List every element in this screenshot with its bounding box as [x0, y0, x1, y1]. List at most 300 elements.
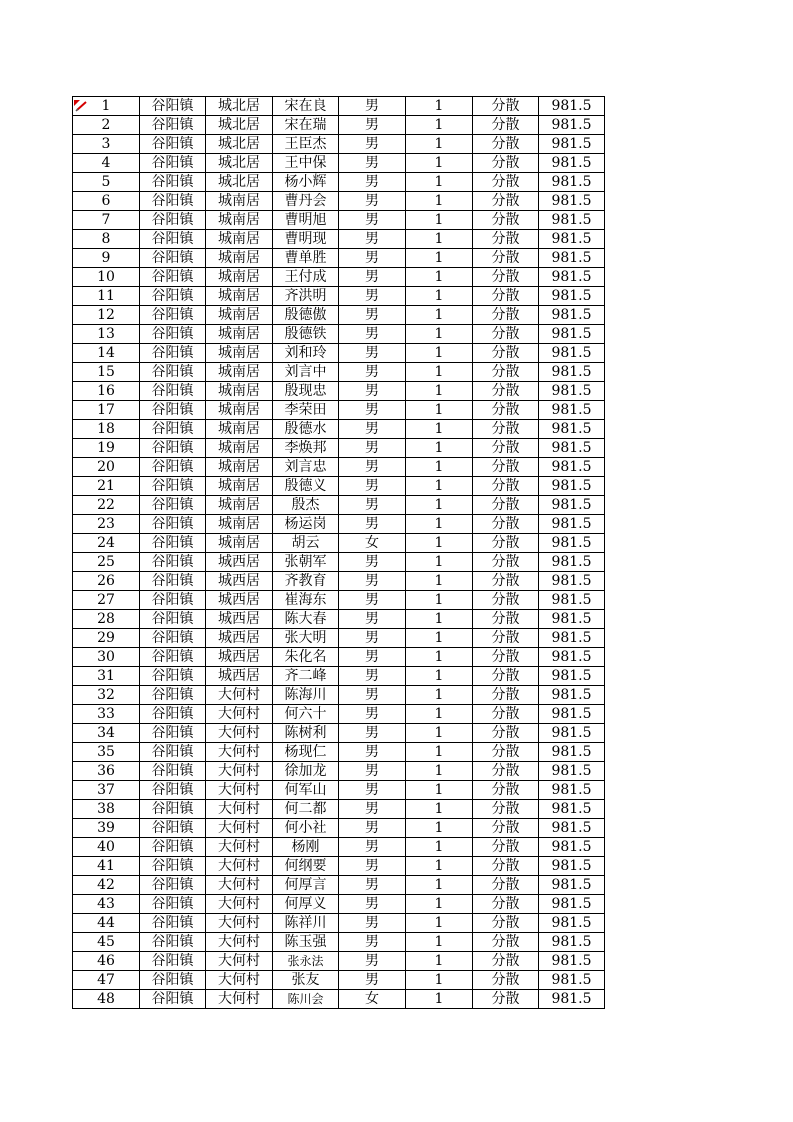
cell-type[interactable]: 分散	[473, 610, 539, 629]
cell-gender[interactable]: 男	[339, 838, 406, 857]
cell-village[interactable]: 城西居	[206, 572, 273, 591]
cell-town[interactable]: 谷阳镇	[140, 895, 206, 914]
cell-name[interactable]: 张友	[273, 971, 339, 990]
cell-no[interactable]: 7	[73, 211, 140, 230]
cell-type[interactable]: 分散	[473, 819, 539, 838]
cell-amount[interactable]: 981.5	[539, 306, 605, 325]
cell-amount[interactable]: 981.5	[539, 154, 605, 173]
cell-amount[interactable]: 981.5	[539, 800, 605, 819]
cell-gender[interactable]: 男	[339, 173, 406, 192]
cell-name[interactable]: 崔海东	[273, 591, 339, 610]
cell-gender[interactable]: 男	[339, 781, 406, 800]
cell-type[interactable]: 分散	[473, 135, 539, 154]
cell-type[interactable]: 分散	[473, 211, 539, 230]
cell-amount[interactable]: 981.5	[539, 116, 605, 135]
cell-name[interactable]: 杨运岗	[273, 515, 339, 534]
cell-gender[interactable]: 男	[339, 724, 406, 743]
cell-village[interactable]: 大何村	[206, 686, 273, 705]
cell-village[interactable]: 大何村	[206, 705, 273, 724]
cell-count[interactable]: 1	[406, 496, 473, 515]
cell-town[interactable]: 谷阳镇	[140, 154, 206, 173]
cell-count[interactable]: 1	[406, 363, 473, 382]
cell-count[interactable]: 1	[406, 876, 473, 895]
cell-village[interactable]: 城南居	[206, 211, 273, 230]
cell-town[interactable]: 谷阳镇	[140, 287, 206, 306]
cell-town[interactable]: 谷阳镇	[140, 97, 206, 116]
cell-town[interactable]: 谷阳镇	[140, 192, 206, 211]
cell-no[interactable]: 10	[73, 268, 140, 287]
cell-type[interactable]: 分散	[473, 477, 539, 496]
cell-count[interactable]: 1	[406, 610, 473, 629]
cell-amount[interactable]: 981.5	[539, 211, 605, 230]
cell-count[interactable]: 1	[406, 724, 473, 743]
cell-town[interactable]: 谷阳镇	[140, 325, 206, 344]
cell-town[interactable]: 谷阳镇	[140, 420, 206, 439]
cell-gender[interactable]: 男	[339, 401, 406, 420]
cell-name[interactable]: 杨刚	[273, 838, 339, 857]
cell-town[interactable]: 谷阳镇	[140, 610, 206, 629]
cell-type[interactable]: 分散	[473, 762, 539, 781]
cell-no[interactable]: 21	[73, 477, 140, 496]
cell-count[interactable]: 1	[406, 667, 473, 686]
cell-type[interactable]: 分散	[473, 857, 539, 876]
cell-amount[interactable]: 981.5	[539, 515, 605, 534]
cell-amount[interactable]: 981.5	[539, 401, 605, 420]
cell-name[interactable]: 张朝军	[273, 553, 339, 572]
cell-gender[interactable]: 男	[339, 610, 406, 629]
cell-no[interactable]: 45	[73, 933, 140, 952]
cell-type[interactable]: 分散	[473, 344, 539, 363]
cell-village[interactable]: 城南居	[206, 287, 273, 306]
cell-town[interactable]: 谷阳镇	[140, 686, 206, 705]
cell-gender[interactable]: 男	[339, 344, 406, 363]
cell-amount[interactable]: 981.5	[539, 572, 605, 591]
cell-amount[interactable]: 981.5	[539, 553, 605, 572]
cell-type[interactable]: 分散	[473, 401, 539, 420]
cell-count[interactable]: 1	[406, 477, 473, 496]
cell-village[interactable]: 城南居	[206, 439, 273, 458]
cell-no[interactable]: 30	[73, 648, 140, 667]
cell-gender[interactable]: 男	[339, 306, 406, 325]
cell-count[interactable]: 1	[406, 762, 473, 781]
cell-gender[interactable]: 男	[339, 819, 406, 838]
cell-type[interactable]: 分散	[473, 116, 539, 135]
cell-village[interactable]: 大何村	[206, 876, 273, 895]
cell-name[interactable]: 杨现仁	[273, 743, 339, 762]
cell-count[interactable]: 1	[406, 857, 473, 876]
cell-no[interactable]: 4	[73, 154, 140, 173]
cell-type[interactable]: 分散	[473, 591, 539, 610]
cell-no[interactable]: 39	[73, 819, 140, 838]
cell-village[interactable]: 城南居	[206, 477, 273, 496]
cell-amount[interactable]: 981.5	[539, 97, 605, 116]
cell-name[interactable]: 殷德傲	[273, 306, 339, 325]
cell-gender[interactable]: 男	[339, 629, 406, 648]
cell-gender[interactable]: 男	[339, 496, 406, 515]
cell-type[interactable]: 分散	[473, 838, 539, 857]
cell-name[interactable]: 曹单胜	[273, 249, 339, 268]
cell-amount[interactable]: 981.5	[539, 648, 605, 667]
cell-name[interactable]: 宋在良	[273, 97, 339, 116]
cell-count[interactable]: 1	[406, 515, 473, 534]
cell-amount[interactable]: 981.5	[539, 192, 605, 211]
cell-no[interactable]: 6	[73, 192, 140, 211]
cell-village[interactable]: 大何村	[206, 800, 273, 819]
cell-type[interactable]: 分散	[473, 686, 539, 705]
cell-no[interactable]: 37	[73, 781, 140, 800]
cell-gender[interactable]: 男	[339, 762, 406, 781]
cell-no[interactable]: 46	[73, 952, 140, 971]
cell-no[interactable]: 19	[73, 439, 140, 458]
cell-gender[interactable]: 男	[339, 857, 406, 876]
cell-type[interactable]: 分散	[473, 325, 539, 344]
cell-town[interactable]: 谷阳镇	[140, 933, 206, 952]
cell-village[interactable]: 大何村	[206, 914, 273, 933]
cell-gender[interactable]: 男	[339, 933, 406, 952]
cell-amount[interactable]: 981.5	[539, 439, 605, 458]
cell-village[interactable]: 城南居	[206, 268, 273, 287]
cell-no[interactable]: 15	[73, 363, 140, 382]
cell-no[interactable]: 47	[73, 971, 140, 990]
cell-name[interactable]: 殷德义	[273, 477, 339, 496]
cell-name[interactable]: 李荣田	[273, 401, 339, 420]
cell-gender[interactable]: 男	[339, 914, 406, 933]
cell-no[interactable]: 8	[73, 230, 140, 249]
cell-amount[interactable]: 981.5	[539, 667, 605, 686]
cell-name[interactable]: 陈树利	[273, 724, 339, 743]
cell-gender[interactable]: 男	[339, 648, 406, 667]
cell-no[interactable]: 22	[73, 496, 140, 515]
cell-village[interactable]: 城南居	[206, 401, 273, 420]
cell-name[interactable]: 何二都	[273, 800, 339, 819]
cell-town[interactable]: 谷阳镇	[140, 838, 206, 857]
cell-no[interactable]: 44	[73, 914, 140, 933]
cell-town[interactable]: 谷阳镇	[140, 629, 206, 648]
cell-type[interactable]: 分散	[473, 287, 539, 306]
cell-type[interactable]: 分散	[473, 743, 539, 762]
cell-type[interactable]: 分散	[473, 154, 539, 173]
cell-no[interactable]: 9	[73, 249, 140, 268]
cell-name[interactable]: 徐加龙	[273, 762, 339, 781]
cell-village[interactable]: 城北居	[206, 116, 273, 135]
cell-count[interactable]: 1	[406, 173, 473, 192]
cell-name[interactable]: 王付成	[273, 268, 339, 287]
cell-no[interactable]: 33	[73, 705, 140, 724]
cell-no[interactable]: 24	[73, 534, 140, 553]
cell-type[interactable]: 分散	[473, 268, 539, 287]
cell-village[interactable]: 大何村	[206, 895, 273, 914]
cell-count[interactable]: 1	[406, 572, 473, 591]
cell-gender[interactable]: 男	[339, 382, 406, 401]
cell-amount[interactable]: 981.5	[539, 876, 605, 895]
cell-type[interactable]: 分散	[473, 306, 539, 325]
cell-count[interactable]: 1	[406, 553, 473, 572]
cell-amount[interactable]: 981.5	[539, 819, 605, 838]
cell-village[interactable]: 大何村	[206, 819, 273, 838]
cell-count[interactable]: 1	[406, 933, 473, 952]
cell-type[interactable]: 分散	[473, 933, 539, 952]
cell-gender[interactable]: 男	[339, 591, 406, 610]
cell-no[interactable]: 1	[73, 97, 140, 116]
cell-type[interactable]: 分散	[473, 572, 539, 591]
cell-village[interactable]: 城南居	[206, 230, 273, 249]
cell-town[interactable]: 谷阳镇	[140, 857, 206, 876]
cell-type[interactable]: 分散	[473, 667, 539, 686]
cell-village[interactable]: 大何村	[206, 743, 273, 762]
cell-village[interactable]: 城西居	[206, 553, 273, 572]
cell-name[interactable]: 张大明	[273, 629, 339, 648]
cell-no[interactable]: 31	[73, 667, 140, 686]
cell-no[interactable]: 43	[73, 895, 140, 914]
cell-type[interactable]: 分散	[473, 724, 539, 743]
cell-village[interactable]: 大何村	[206, 971, 273, 990]
cell-count[interactable]: 1	[406, 325, 473, 344]
cell-town[interactable]: 谷阳镇	[140, 952, 206, 971]
cell-village[interactable]: 城西居	[206, 591, 273, 610]
cell-amount[interactable]: 981.5	[539, 724, 605, 743]
cell-amount[interactable]: 981.5	[539, 762, 605, 781]
cell-amount[interactable]: 981.5	[539, 363, 605, 382]
cell-name[interactable]: 朱化名	[273, 648, 339, 667]
cell-no[interactable]: 23	[73, 515, 140, 534]
cell-type[interactable]: 分散	[473, 97, 539, 116]
cell-amount[interactable]: 981.5	[539, 914, 605, 933]
cell-type[interactable]: 分散	[473, 895, 539, 914]
cell-gender[interactable]: 男	[339, 97, 406, 116]
cell-no[interactable]: 3	[73, 135, 140, 154]
cell-type[interactable]: 分散	[473, 914, 539, 933]
cell-town[interactable]: 谷阳镇	[140, 306, 206, 325]
cell-no[interactable]: 25	[73, 553, 140, 572]
cell-amount[interactable]: 981.5	[539, 933, 605, 952]
cell-type[interactable]: 分散	[473, 648, 539, 667]
cell-name[interactable]: 杨小辉	[273, 173, 339, 192]
cell-count[interactable]: 1	[406, 838, 473, 857]
cell-name[interactable]: 殷德铁	[273, 325, 339, 344]
cell-count[interactable]: 1	[406, 648, 473, 667]
cell-gender[interactable]: 男	[339, 230, 406, 249]
cell-no[interactable]: 11	[73, 287, 140, 306]
cell-gender[interactable]: 男	[339, 477, 406, 496]
cell-gender[interactable]: 男	[339, 325, 406, 344]
cell-gender[interactable]: 男	[339, 363, 406, 382]
cell-count[interactable]: 1	[406, 135, 473, 154]
cell-gender[interactable]: 男	[339, 287, 406, 306]
cell-town[interactable]: 谷阳镇	[140, 534, 206, 553]
cell-type[interactable]: 分散	[473, 800, 539, 819]
cell-type[interactable]: 分散	[473, 629, 539, 648]
cell-no[interactable]: 48	[73, 990, 140, 1009]
cell-amount[interactable]: 981.5	[539, 838, 605, 857]
cell-count[interactable]: 1	[406, 800, 473, 819]
cell-amount[interactable]: 981.5	[539, 629, 605, 648]
cell-amount[interactable]: 981.5	[539, 135, 605, 154]
cell-village[interactable]: 城北居	[206, 97, 273, 116]
cell-town[interactable]: 谷阳镇	[140, 401, 206, 420]
cell-town[interactable]: 谷阳镇	[140, 363, 206, 382]
cell-town[interactable]: 谷阳镇	[140, 971, 206, 990]
cell-no[interactable]: 18	[73, 420, 140, 439]
cell-gender[interactable]: 男	[339, 249, 406, 268]
cell-type[interactable]: 分散	[473, 458, 539, 477]
cell-count[interactable]: 1	[406, 971, 473, 990]
cell-count[interactable]: 1	[406, 458, 473, 477]
cell-gender[interactable]: 男	[339, 572, 406, 591]
cell-no[interactable]: 41	[73, 857, 140, 876]
cell-count[interactable]: 1	[406, 952, 473, 971]
cell-town[interactable]: 谷阳镇	[140, 648, 206, 667]
cell-gender[interactable]: 男	[339, 268, 406, 287]
cell-village[interactable]: 城南居	[206, 496, 273, 515]
cell-town[interactable]: 谷阳镇	[140, 211, 206, 230]
cell-name[interactable]: 宋在瑞	[273, 116, 339, 135]
cell-gender[interactable]: 男	[339, 667, 406, 686]
cell-name[interactable]: 陈玉强	[273, 933, 339, 952]
cell-no[interactable]: 34	[73, 724, 140, 743]
cell-gender[interactable]: 男	[339, 800, 406, 819]
cell-gender[interactable]: 男	[339, 971, 406, 990]
cell-name[interactable]: 齐二峰	[273, 667, 339, 686]
cell-no[interactable]: 12	[73, 306, 140, 325]
cell-type[interactable]: 分散	[473, 382, 539, 401]
cell-type[interactable]: 分散	[473, 363, 539, 382]
cell-gender[interactable]: 男	[339, 876, 406, 895]
cell-no[interactable]: 5	[73, 173, 140, 192]
cell-name[interactable]: 王臣杰	[273, 135, 339, 154]
cell-town[interactable]: 谷阳镇	[140, 116, 206, 135]
cell-count[interactable]: 1	[406, 249, 473, 268]
cell-no[interactable]: 20	[73, 458, 140, 477]
cell-type[interactable]: 分散	[473, 971, 539, 990]
cell-name[interactable]: 陈祥川	[273, 914, 339, 933]
cell-town[interactable]: 谷阳镇	[140, 230, 206, 249]
cell-town[interactable]: 谷阳镇	[140, 819, 206, 838]
cell-amount[interactable]: 981.5	[539, 895, 605, 914]
cell-name[interactable]: 何厚义	[273, 895, 339, 914]
cell-town[interactable]: 谷阳镇	[140, 496, 206, 515]
cell-count[interactable]: 1	[406, 154, 473, 173]
cell-name[interactable]: 曹明旭	[273, 211, 339, 230]
cell-town[interactable]: 谷阳镇	[140, 135, 206, 154]
cell-name[interactable]: 何小社	[273, 819, 339, 838]
cell-count[interactable]: 1	[406, 705, 473, 724]
cell-count[interactable]: 1	[406, 534, 473, 553]
cell-type[interactable]: 分散	[473, 230, 539, 249]
cell-count[interactable]: 1	[406, 439, 473, 458]
cell-count[interactable]: 1	[406, 192, 473, 211]
cell-town[interactable]: 谷阳镇	[140, 781, 206, 800]
cell-no[interactable]: 35	[73, 743, 140, 762]
cell-amount[interactable]: 981.5	[539, 781, 605, 800]
cell-village[interactable]: 城南居	[206, 344, 273, 363]
cell-name[interactable]: 李焕邦	[273, 439, 339, 458]
cell-amount[interactable]: 981.5	[539, 173, 605, 192]
cell-count[interactable]: 1	[406, 591, 473, 610]
cell-type[interactable]: 分散	[473, 553, 539, 572]
cell-count[interactable]: 1	[406, 990, 473, 1009]
cell-amount[interactable]: 981.5	[539, 686, 605, 705]
cell-village[interactable]: 大何村	[206, 762, 273, 781]
cell-village[interactable]: 城北居	[206, 135, 273, 154]
cell-name[interactable]: 何厚言	[273, 876, 339, 895]
cell-amount[interactable]: 981.5	[539, 591, 605, 610]
cell-name[interactable]: 陈海川	[273, 686, 339, 705]
cell-amount[interactable]: 981.5	[539, 420, 605, 439]
cell-village[interactable]: 城南居	[206, 420, 273, 439]
cell-type[interactable]: 分散	[473, 249, 539, 268]
cell-village[interactable]: 城南居	[206, 458, 273, 477]
cell-gender[interactable]: 男	[339, 743, 406, 762]
cell-village[interactable]: 城南居	[206, 382, 273, 401]
cell-no[interactable]: 36	[73, 762, 140, 781]
cell-village[interactable]: 城西居	[206, 648, 273, 667]
cell-no[interactable]: 17	[73, 401, 140, 420]
cell-count[interactable]: 1	[406, 116, 473, 135]
cell-town[interactable]: 谷阳镇	[140, 515, 206, 534]
cell-village[interactable]: 城西居	[206, 629, 273, 648]
cell-name[interactable]: 陈川会	[273, 990, 339, 1009]
cell-town[interactable]: 谷阳镇	[140, 439, 206, 458]
cell-gender[interactable]: 男	[339, 952, 406, 971]
cell-gender[interactable]: 女	[339, 534, 406, 553]
cell-gender[interactable]: 男	[339, 458, 406, 477]
cell-no[interactable]: 27	[73, 591, 140, 610]
cell-village[interactable]: 城南居	[206, 192, 273, 211]
cell-count[interactable]: 1	[406, 268, 473, 287]
cell-type[interactable]: 分散	[473, 705, 539, 724]
cell-type[interactable]: 分散	[473, 534, 539, 553]
cell-gender[interactable]: 男	[339, 116, 406, 135]
cell-gender[interactable]: 男	[339, 135, 406, 154]
cell-type[interactable]: 分散	[473, 781, 539, 800]
cell-village[interactable]: 城南居	[206, 363, 273, 382]
cell-count[interactable]: 1	[406, 914, 473, 933]
cell-gender[interactable]: 男	[339, 154, 406, 173]
cell-gender[interactable]: 男	[339, 420, 406, 439]
cell-count[interactable]: 1	[406, 382, 473, 401]
cell-type[interactable]: 分散	[473, 439, 539, 458]
cell-count[interactable]: 1	[406, 420, 473, 439]
cell-village[interactable]: 城南居	[206, 249, 273, 268]
cell-no[interactable]: 2	[73, 116, 140, 135]
cell-name[interactable]: 胡云	[273, 534, 339, 553]
cell-village[interactable]: 城西居	[206, 667, 273, 686]
cell-amount[interactable]: 981.5	[539, 325, 605, 344]
cell-village[interactable]: 城北居	[206, 173, 273, 192]
cell-count[interactable]: 1	[406, 895, 473, 914]
cell-village[interactable]: 大何村	[206, 933, 273, 952]
cell-count[interactable]: 1	[406, 781, 473, 800]
cell-no[interactable]: 14	[73, 344, 140, 363]
cell-type[interactable]: 分散	[473, 173, 539, 192]
cell-town[interactable]: 谷阳镇	[140, 249, 206, 268]
cell-name[interactable]: 曹明现	[273, 230, 339, 249]
cell-name[interactable]: 殷现忠	[273, 382, 339, 401]
cell-no[interactable]: 32	[73, 686, 140, 705]
cell-town[interactable]: 谷阳镇	[140, 876, 206, 895]
cell-no[interactable]: 28	[73, 610, 140, 629]
cell-village[interactable]: 城北居	[206, 154, 273, 173]
cell-amount[interactable]: 981.5	[539, 458, 605, 477]
cell-village[interactable]: 城南居	[206, 534, 273, 553]
cell-amount[interactable]: 981.5	[539, 230, 605, 249]
cell-count[interactable]: 1	[406, 819, 473, 838]
cell-no[interactable]: 13	[73, 325, 140, 344]
cell-name[interactable]: 齐教育	[273, 572, 339, 591]
cell-town[interactable]: 谷阳镇	[140, 914, 206, 933]
cell-count[interactable]: 1	[406, 401, 473, 420]
cell-town[interactable]: 谷阳镇	[140, 800, 206, 819]
